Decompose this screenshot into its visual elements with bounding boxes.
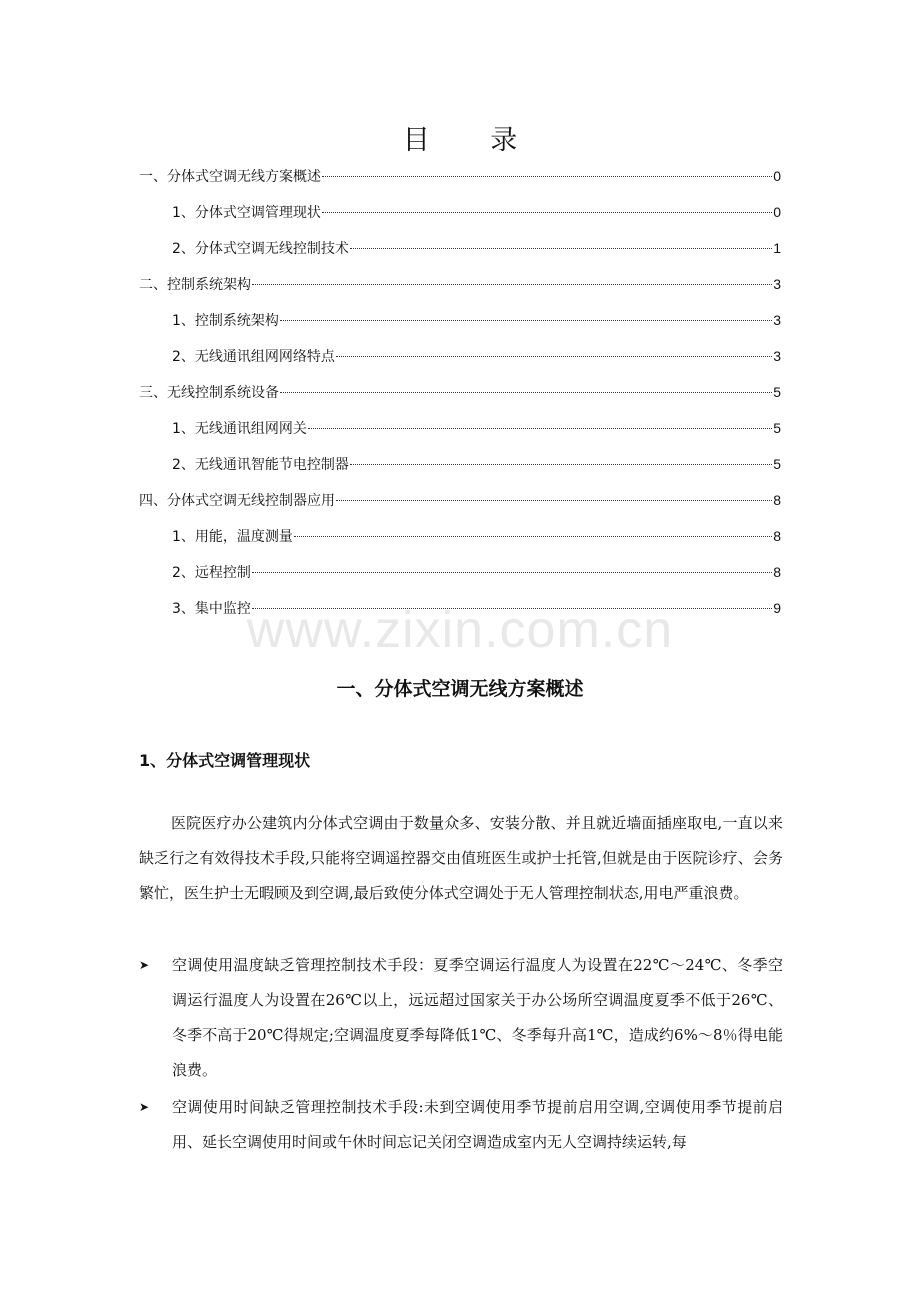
toc-entry-label: 1、无线通讯组网网关 xyxy=(172,421,307,437)
toc-leader xyxy=(252,608,772,609)
toc-entry-label: 2、无线通讯智能节电控制器 xyxy=(172,457,349,473)
toc-leader xyxy=(336,500,772,501)
toc-entry-page: 0 xyxy=(773,204,781,220)
toc-entry[interactable] xyxy=(139,454,781,490)
arrow-bullet-icon: ➤ xyxy=(139,1100,150,1114)
toc-entry[interactable] xyxy=(139,598,781,634)
toc-leader xyxy=(294,536,772,537)
toc-entry[interactable] xyxy=(139,310,781,346)
toc-leader xyxy=(280,392,772,393)
toc-entry-label: 1、分体式空调管理现状 xyxy=(172,205,321,221)
toc-entry-label: 二、控制系统架构 xyxy=(139,277,251,293)
arrow-bullet-icon: ➤ xyxy=(139,958,150,972)
toc-entry-page: 5 xyxy=(773,420,781,436)
toc-entry-page: 5 xyxy=(773,456,781,472)
toc-entry-page: 8 xyxy=(773,492,781,508)
bullet-text: 空调使用时间缺乏管理控制技术手段:未到空调使用季节提前启用空调,空调使用季节提前启用、延长空调使用时间或午休时间忘记关闭空调造成室内无人空调持续运转,每 xyxy=(172,1098,783,1151)
toc-entry[interactable] xyxy=(139,274,781,310)
toc-entry[interactable] xyxy=(139,202,781,238)
toc-entry[interactable] xyxy=(139,562,781,598)
toc-entry-label: 1、用能，温度测量 xyxy=(172,529,293,545)
toc-leader xyxy=(350,464,772,465)
toc-entry-label: 四、分体式空调无线控制器应用 xyxy=(139,493,335,509)
toc-leader xyxy=(336,356,772,357)
toc-entry-label: 2、分体式空调无线控制技术 xyxy=(172,241,349,257)
toc-entry-label: 2、远程控制 xyxy=(172,565,251,581)
toc-entry-page: 3 xyxy=(773,348,781,364)
toc-leader xyxy=(322,212,772,213)
table-of-contents xyxy=(139,166,781,634)
bullet-item xyxy=(139,948,783,1088)
toc-leader xyxy=(252,572,772,573)
toc-entry-label: 2、无线通讯组网网络特点 xyxy=(172,349,335,365)
toc-entry-label: 三、无线控制系统设备 xyxy=(139,385,279,401)
toc-entry-page: 3 xyxy=(773,276,781,292)
toc-leader xyxy=(308,428,772,429)
toc-entry-page: 3 xyxy=(773,312,781,328)
toc-entry[interactable] xyxy=(139,382,781,418)
toc-leader xyxy=(280,320,772,321)
watermark: www.zixin.com.cn xyxy=(246,601,674,659)
toc-entry-page: 1 xyxy=(773,240,781,256)
toc-leader xyxy=(322,176,772,177)
toc-leader xyxy=(252,284,772,285)
subsection-heading: 1、分体式空调管理现状 xyxy=(139,751,311,770)
toc-entry[interactable] xyxy=(139,490,781,526)
body-paragraph: 医院医疗办公建筑内分体式空调由于数量众多、安装分散、并且就近墙面插座取电,一直以来缺乏行之有效得技术手段,只能将空调遥控器交由值班医生或护士托管,但就是由于医院诊疗、会务繁忙，医生护士无暇顾及到空调,最后致使分体式空调处于无人管理控制状态,用电严重浪费。 xyxy=(139,814,783,902)
toc-entry-page: 9 xyxy=(773,600,781,616)
toc-entry[interactable] xyxy=(139,346,781,382)
toc-entry-page: 0 xyxy=(773,168,781,184)
toc-entry-label: 3、集中监控 xyxy=(172,601,251,617)
toc-entry[interactable] xyxy=(139,166,781,202)
toc-entry-page: 8 xyxy=(773,564,781,580)
toc-entry[interactable] xyxy=(139,526,781,562)
toc-entry-page: 5 xyxy=(773,384,781,400)
toc-entry[interactable] xyxy=(139,418,781,454)
toc-leader xyxy=(350,248,772,249)
section-heading: 一、分体式空调无线方案概述 xyxy=(336,678,584,700)
toc-entry[interactable] xyxy=(139,238,781,274)
bullet-text: 空调使用温度缺乏管理控制技术手段：夏季空调运行温度人为设置在22℃～24℃、冬季空调运行温度人为设置在26℃以上，远远超过国家关于办公场所空调温度夏季不低于26℃、冬季不高于20℃得规定;空调温度夏季每降低1℃、冬季每升高1℃，造成约6%～8％得电能浪费。 xyxy=(172,956,783,1079)
toc-entry-label: 1、控制系统架构 xyxy=(172,313,279,329)
toc-title: 目 录 xyxy=(402,125,544,156)
bullet-item xyxy=(139,1090,783,1160)
toc-entry-page: 8 xyxy=(773,528,781,544)
toc-entry-label: 一、分体式空调无线方案概述 xyxy=(139,169,321,185)
